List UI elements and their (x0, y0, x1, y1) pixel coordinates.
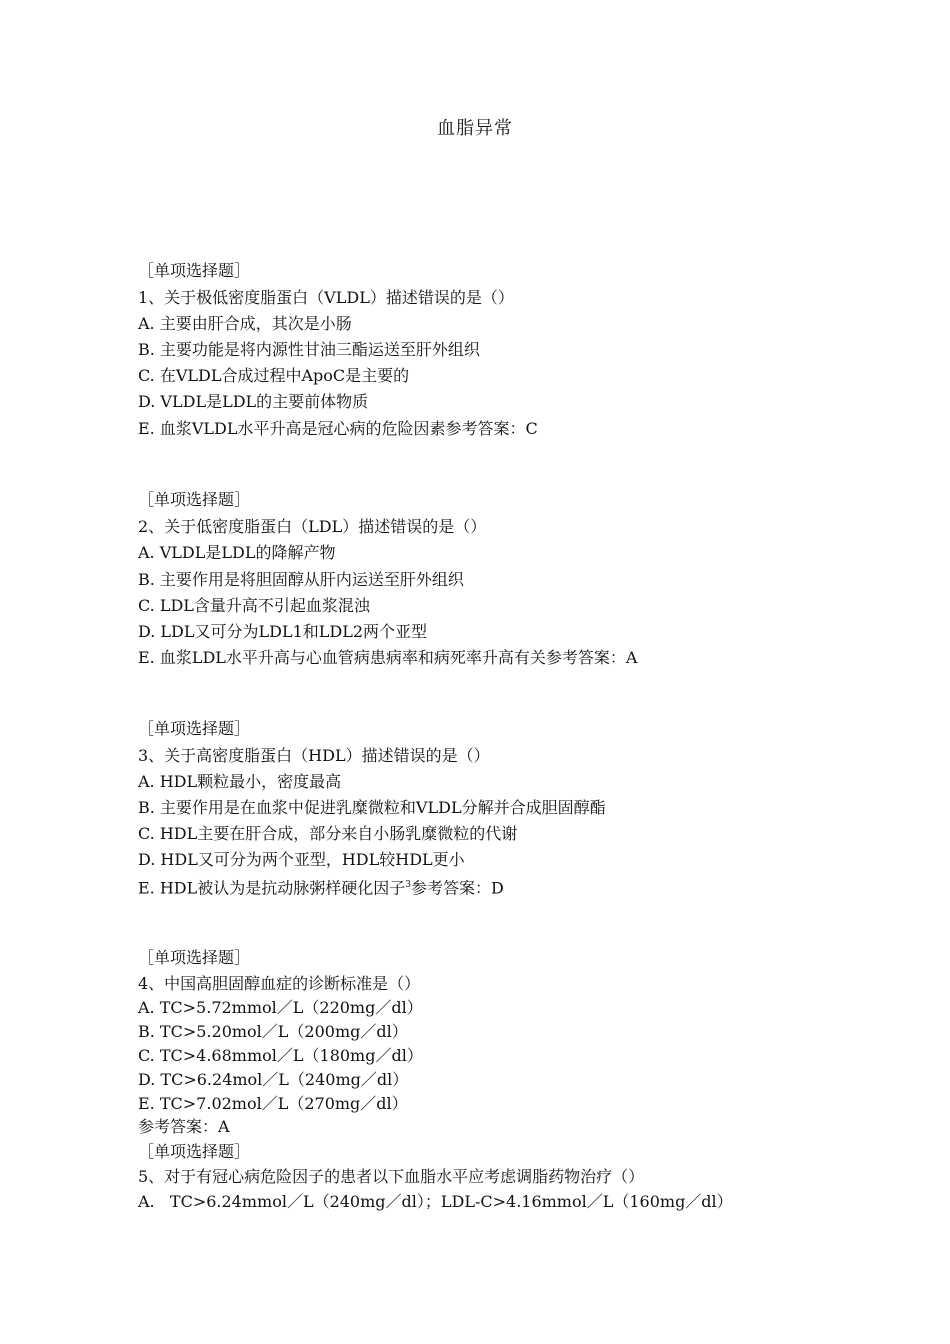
question-3-option-e (138, 875, 504, 898)
question-4-type: ［单项选择题］ (138, 948, 251, 967)
question-1-stem: 1、关于极低密度脂蛋白（VLDL）描述错误的是（） (138, 288, 514, 307)
question-3-option-d: D. HDL又可分为两个亚型，HDL较HDL更小 (138, 850, 465, 869)
question-4-option-d: D. TC>6.24mol／L（240mg／dl） (138, 1070, 409, 1089)
question-3-option-c: C. HDL主要在肝合成，部分来自小肠乳糜微粒的代谢 (138, 824, 518, 843)
question-2-option-e: E. 血浆LDL水平升高与心血管病患病率和病死率升高有关参考答案：A (138, 648, 638, 667)
question-3-stem: 3、关于高密度脂蛋白（HDL）描述错误的是（） (138, 746, 490, 765)
question-2-option-a: A. VLDL是LDL的降解产物 (138, 543, 336, 562)
question-2-option-b: B. 主要作用是将胆固醇从肝内运送至肝外组织 (138, 570, 464, 589)
question-4-option-e: E. TC>7.02mol／L（270mg／dl） (138, 1094, 408, 1113)
question-1-option-c: C. 在VLDL合成过程中ApoC是主要的 (138, 366, 410, 385)
question-5-stem: 5、对于有冠心病危险因子的患者以下血脂水平应考虑调脂药物治疗（） (138, 1167, 645, 1186)
question-4-option-b: B. TC>5.20mol／L（200mg／dl） (138, 1022, 408, 1041)
question-2-stem: 2、关于低密度脂蛋白（LDL）描述错误的是（） (138, 517, 487, 536)
question-3-option-b: B. 主要作用是在血浆中促进乳糜微粒和VLDL分解并合成胆固醇酯 (138, 798, 606, 817)
question-3-option-e-answer: 参考答案：D (411, 878, 504, 898)
question-3-option-e-superscript: 3 (405, 880, 411, 890)
question-3-option-a: A. HDL颗粒最小，密度最高 (138, 772, 342, 791)
question-3-option-e-text: E. HDL被认为是抗动脉粥样硬化因子 (138, 878, 406, 898)
question-3-type: ［单项选择题］ (138, 719, 251, 738)
document-title: 血脂异常 (437, 118, 513, 139)
question-1-type: ［单项选择题］ (138, 261, 251, 280)
question-1-option-a: A. 主要由肝合成，其次是小肠 (138, 314, 352, 333)
question-1-option-b: B. 主要功能是将内源性甘油三酯运送至肝外组织 (138, 340, 480, 359)
question-2-type: ［单项选择题］ (138, 490, 251, 509)
question-2-option-c: C. LDL含量升高不引起血浆混浊 (138, 596, 370, 615)
question-2-option-d: D. LDL又可分为LDL1和LDL2两个亚型 (138, 622, 428, 641)
question-4-option-a: A. TC>5.72mmol／L（220mg／dl） (138, 998, 423, 1017)
question-4-option-c: C. TC>4.68mmol／L（180mg／dl） (138, 1046, 423, 1065)
question-5-type: ［单项选择题］ (138, 1142, 251, 1161)
question-1-option-e: E. 血浆VLDL水平升高是冠心病的危险因素参考答案：C (138, 419, 538, 438)
question-4-stem: 4、中国高胆固醇血症的诊断标准是（） (138, 974, 421, 993)
question-1-option-d: D. VLDL是LDL的主要前体物质 (138, 392, 369, 411)
question-4-answer: 参考答案：A (138, 1117, 230, 1136)
question-5-option-a: A. TC>6.24mmol／L（240mg／dl）；LDL-C>4.16mmol／L（160mg／dl） (138, 1192, 733, 1211)
